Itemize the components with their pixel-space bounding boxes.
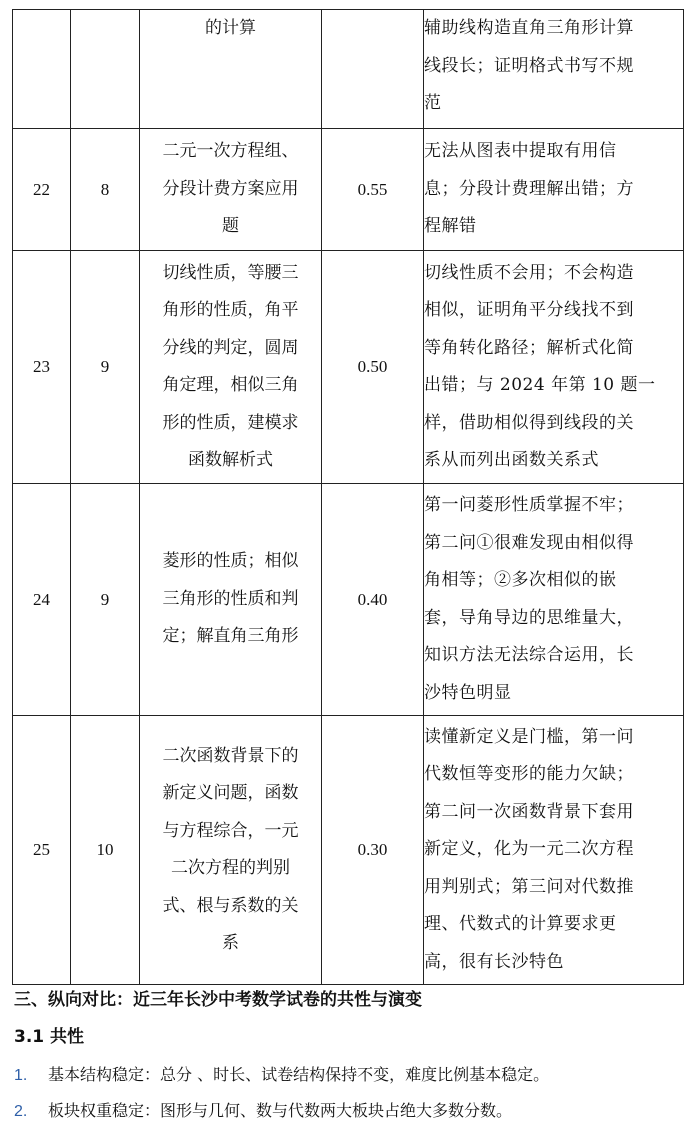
difficulty-rate: 0.55 <box>322 129 424 251</box>
table-row <box>13 129 684 251</box>
error-line: 第二问一次函数背景下套用 <box>424 801 634 822</box>
difficulty-rate: 0.50 <box>322 251 424 484</box>
common-errors <box>424 129 684 251</box>
question-number: 24 <box>13 484 71 716</box>
knowledge-line: 与方程综合，一元 <box>162 820 299 841</box>
error-line: 息；分段计费理解出错；方 <box>424 178 634 199</box>
common-errors <box>424 484 684 716</box>
question-number: 25 <box>13 716 71 985</box>
analysis-table <box>12 9 684 985</box>
knowledge-line: 系 <box>222 933 239 953</box>
error-line: 套，导角导边的思维量大， <box>424 607 634 628</box>
knowledge-line: 角形的性质，角平 <box>162 300 299 320</box>
error-line: 第一问菱形性质掌握不牢； <box>424 495 634 515</box>
knowledge-line: 分线的判定，圆周 <box>162 337 299 358</box>
list-item <box>14 1062 549 1085</box>
knowledge-points <box>140 10 322 129</box>
error-line: 线段长；证明格式书写不规 <box>424 55 634 76</box>
score: 9 <box>71 251 140 484</box>
list-item <box>14 1098 512 1121</box>
knowledge-line: 新定义问题，函数 <box>162 783 299 803</box>
error-line: 样，借助相似得到线段的关 <box>424 412 634 433</box>
list-text: 基本结构稳定：总分 、时长、试卷结构保持不变，难度比例基本稳定。 <box>48 1065 550 1084</box>
score: 8 <box>71 129 140 251</box>
knowledge-line: 二次函数背景下的 <box>162 745 299 766</box>
knowledge-line: 函数解析式 <box>188 450 273 470</box>
knowledge-line: 式、根与系数的关 <box>162 895 299 916</box>
error-line: 高，很有长沙特色 <box>424 951 564 972</box>
knowledge-line: 三角形的性质和判 <box>162 588 299 609</box>
error-line: 第二问①很难发现由相似得 <box>424 532 634 553</box>
error-line: 系从而列出函数关系式 <box>424 450 599 470</box>
error-line: 无法从图表中提取有用信 <box>424 141 617 162</box>
common-errors <box>424 716 684 985</box>
question-number <box>13 10 71 129</box>
score: 9 <box>71 484 140 716</box>
subsection-heading: 3.1 共性 <box>14 1027 85 1047</box>
error-line: 切线性质不会用；不会构造 <box>424 262 634 283</box>
list-text: 板块权重稳定：图形与几何、数与代数两大板块占绝大多数分数。 <box>48 1101 513 1120</box>
error-line: 沙特色明显 <box>424 682 512 703</box>
score: 10 <box>71 716 140 985</box>
error-line: 代数恒等变形的能力欠缺； <box>424 764 634 785</box>
error-line: 新定义，化为一元二次方程 <box>424 839 634 860</box>
difficulty-rate <box>322 10 424 129</box>
table-row <box>13 10 684 129</box>
error-line: 范 <box>424 93 442 113</box>
error-line: 出错；与 2024 年第 10 题一 <box>424 375 656 395</box>
table-row <box>13 251 684 484</box>
knowledge-points <box>140 129 322 251</box>
knowledge-line: 分段计费方案应用 <box>162 178 299 199</box>
error-line: 程解错 <box>424 216 477 237</box>
common-errors <box>424 251 684 484</box>
difficulty-rate: 0.30 <box>322 716 424 985</box>
knowledge-points <box>140 484 322 716</box>
list-number: 1. <box>14 1067 28 1084</box>
error-line: 等角转化路径；解析式化简 <box>424 337 634 358</box>
knowledge-points <box>140 716 322 985</box>
error-line: 用判别式；第三问对代数推 <box>424 876 634 897</box>
table-row <box>13 484 684 716</box>
knowledge-line: 二元一次方程组、 <box>162 141 299 162</box>
section-heading: 三、纵向对比：近三年长沙中考数学试卷的共性与演变 <box>14 990 422 1010</box>
table-row <box>13 716 684 985</box>
error-line: 读懂新定义是门槛，第一问 <box>424 726 634 747</box>
error-line: 辅助线构造直角三角形计算 <box>424 18 634 38</box>
knowledge-line: 角定理，相似三角 <box>162 375 299 395</box>
knowledge-points <box>140 251 322 484</box>
knowledge-line: 定；解直角三角形 <box>162 626 299 647</box>
list-number: 2. <box>14 1103 28 1120</box>
knowledge-line: 菱形的性质；相似 <box>162 551 299 572</box>
knowledge-line: 的计算 <box>205 18 256 38</box>
difficulty-rate: 0.40 <box>322 484 424 716</box>
question-number: 23 <box>13 251 71 484</box>
knowledge-line: 题 <box>222 216 239 237</box>
knowledge-line: 切线性质，等腰三 <box>162 262 299 283</box>
error-line: 理、代数式的计算要求更 <box>424 914 617 935</box>
error-line: 角相等；②多次相似的嵌 <box>424 570 617 590</box>
error-line: 相似，证明角平分线找不到 <box>424 300 634 320</box>
question-number: 22 <box>13 129 71 251</box>
score <box>71 10 140 129</box>
common-errors <box>424 10 684 129</box>
knowledge-line: 形的性质，建模求 <box>162 412 299 433</box>
error-line: 知识方法无法综合运用，长 <box>424 645 634 665</box>
knowledge-line: 二次方程的判别 <box>171 858 290 878</box>
